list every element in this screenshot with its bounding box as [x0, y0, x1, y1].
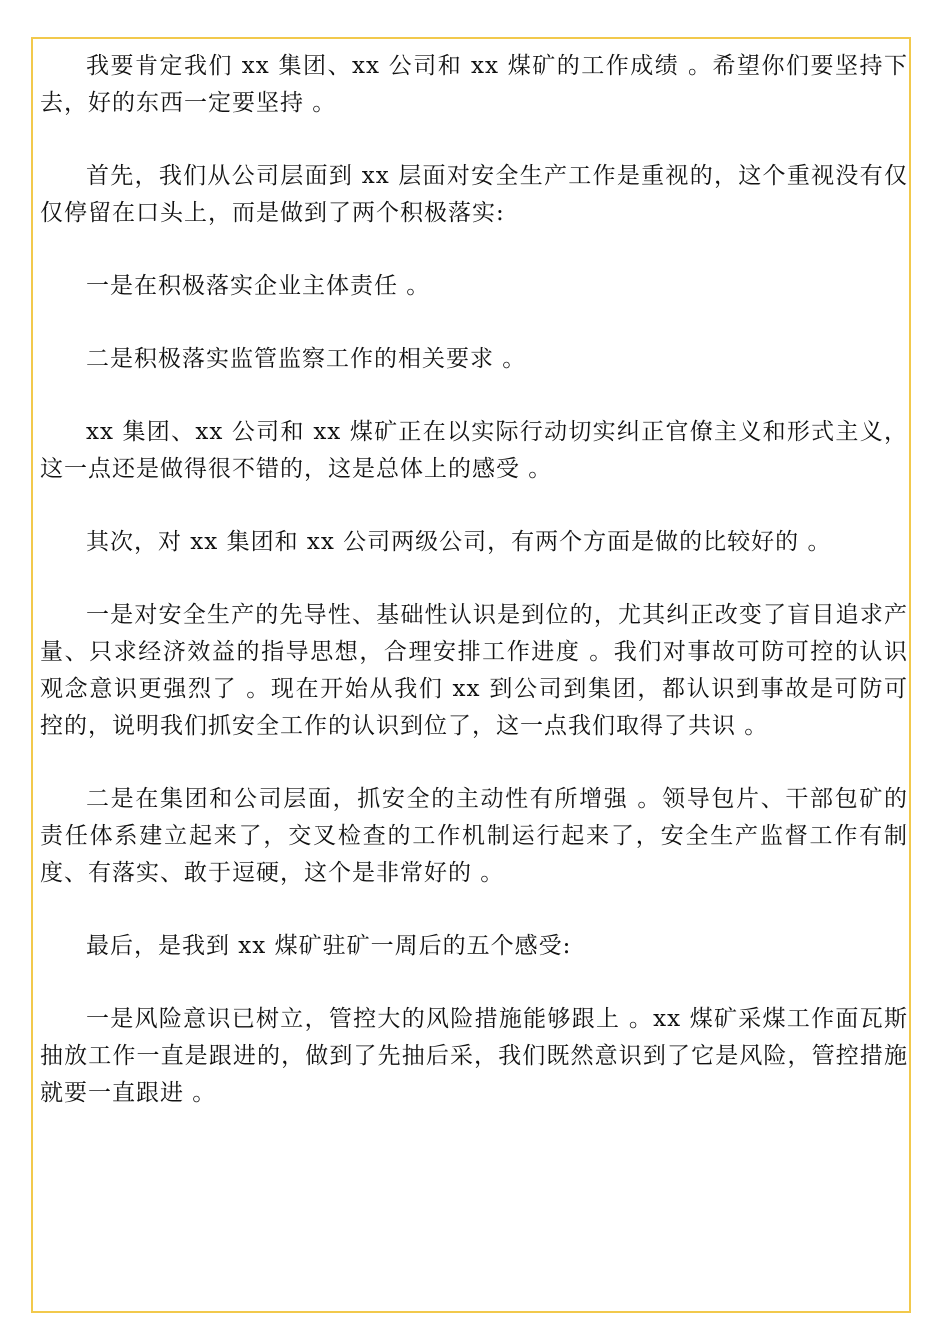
paragraph: 二是在集团和公司层面，抓安全的主动性有所增强 。领导包片、干部包矿的责任体系建立起来了，交叉检查的工作机制运行起来了，安全生产监督工作有制度、有落实、敢于逗硬，这个是非常好的 。: [40, 786, 908, 886]
paragraph: 其次，对 xx 集团和 xx 公司两级公司，有两个方面是做的比较好的 。: [86, 529, 832, 555]
paragraph: 一是在积极落实企业主体责任 。: [86, 273, 431, 299]
paragraph: 我要肯定我们 xx 集团、xx 公司和 xx 煤矿的工作成绩 。希望你们要坚持下去，好的东西一定要坚持 。: [40, 53, 908, 116]
paragraph: 最后，是我到 xx 煤矿驻矿一周后的五个感受:: [86, 933, 572, 959]
paragraph: 二是积极落实监管监察工作的相关要求 。: [86, 346, 527, 372]
paragraph: 一是风险意识已树立，管控大的风险措施能够跟上 。xx 煤矿采煤工作面瓦斯抽放工作一直是跟进的，做到了先抽后采，我们既然意识到了它是风险，管控措施就要一直跟进 。: [40, 1006, 908, 1106]
document-body: [40, 48, 908, 1148]
paragraph: xx 集团、xx 公司和 xx 煤矿正在以实际行动切实纠正官僚主义和形式主义，这一点还是做得很不错的，这是总体上的感受 。: [40, 419, 908, 482]
paragraph: 首先，我们从公司层面到 xx 层面对安全生产工作是重视的，这个重视没有仅仅停留在口头上，而是做到了两个积极落实:: [40, 163, 908, 226]
paragraph: 一是对安全生产的先导性、基础性认识是到位的，尤其纠正改变了盲目追求产量、只求经济效益的指导思想，合理安排工作进度 。我们对事故可防可控的认识观念意识更强烈了 。现在开始从我们 xx 到公司到集团，都认识到事故是可防可控的，说明我们抓安全工作的认识到位了，这一点我们取得了共识 。: [40, 602, 908, 739]
